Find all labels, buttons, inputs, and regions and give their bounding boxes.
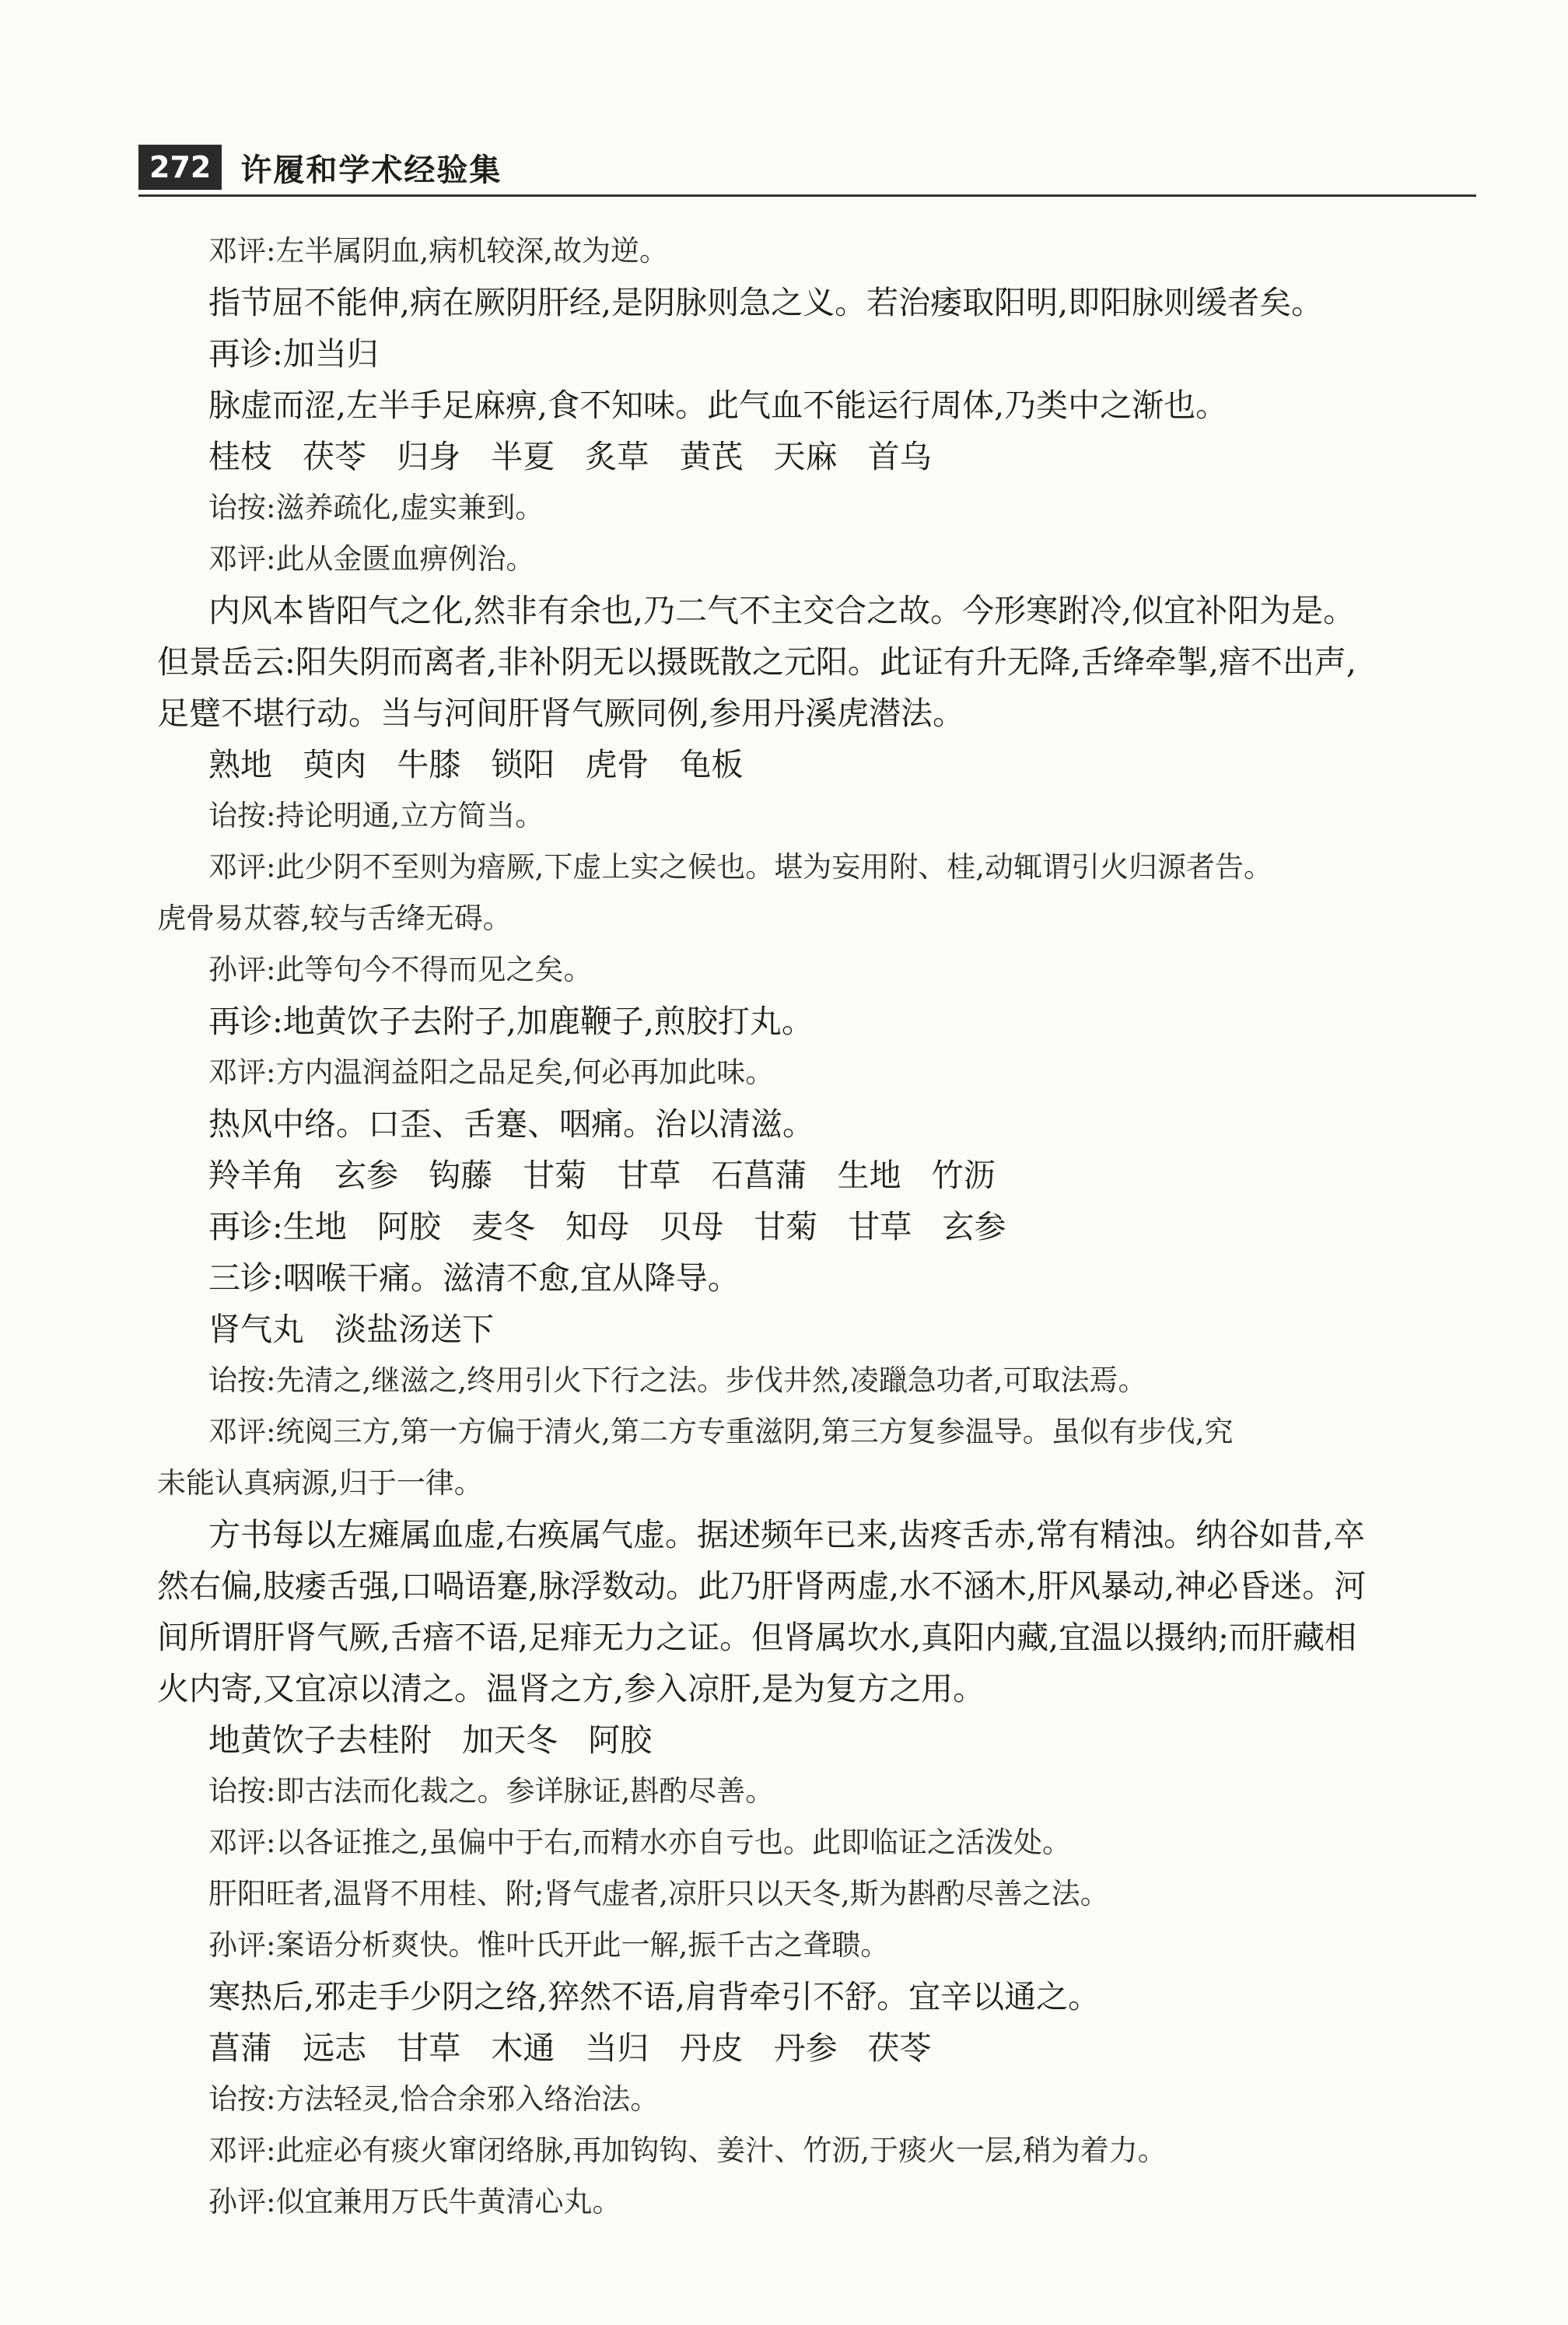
page-header bbox=[138, 143, 502, 191]
text-line: 孙评:此等句今不得而见之矣。 bbox=[208, 953, 593, 986]
text-line: 菖蒲 远志 甘草 木通 当归 丹皮 丹参 茯苓 bbox=[208, 2029, 932, 2067]
text-line: 再诊:地黄饮子去附子,加鹿鞭子,煎胶打丸。 bbox=[208, 1003, 814, 1040]
text-line: 邓评:以各证推之,虽偏中于右,而精水亦自亏也。此即临证之活泼处。 bbox=[208, 1826, 1071, 1859]
text-line: 桂枝 茯苓 归身 半夏 炙草 黄芪 天麻 首乌 bbox=[208, 438, 932, 475]
page-number: 272 bbox=[138, 145, 222, 190]
text-line: 诒按:滋养疏化,虚实兼到。 bbox=[208, 491, 544, 524]
text-line: 地黄饮子去桂附 加天冬 阿胶 bbox=[208, 1721, 653, 1759]
text-line: 然右偏,肢痿舌强,口喎语蹇,脉浮数动。此乃肝肾两虚,水不涵木,肝风暴动,神必昏迷。河 bbox=[157, 1567, 1367, 1605]
text-line: 孙评:似宜兼用万氏牛黄清心丸。 bbox=[208, 2185, 621, 2218]
text-line: 虎骨易苁蓉,较与舌绛无碍。 bbox=[157, 902, 512, 935]
text-line: 火内寄,又宜凉以清之。温肾之方,参入凉肝,是为复方之用。 bbox=[157, 1670, 985, 1707]
text-line: 肾气丸 淡盐汤送下 bbox=[208, 1311, 495, 1348]
text-line: 方书每以左瘫属血虚,右痪属气虚。据述频年已来,齿疼舌赤,常有精浊。纳谷如昔,卒 bbox=[208, 1516, 1366, 1553]
text-line: 邓评:统阅三方,第一方偏于清火,第二方专重滋阴,第三方复参温导。虽似有步伐,究 bbox=[208, 1415, 1234, 1448]
header-rule bbox=[138, 194, 1476, 197]
text-line: 邓评:此少阴不至则为瘖厥,下虚上实之候也。堪为妄用附、桂,动辄谓引火归源者告。 bbox=[208, 850, 1272, 884]
text-line: 内风本皆阳气之化,然非有余也,乃二气不主交合之故。今形寒跗冷,似宜补阳为是。 bbox=[208, 592, 1356, 629]
text-line: 足躄不堪行动。当与河间肝肾气厥同例,参用丹溪虎潜法。 bbox=[157, 695, 965, 732]
text-line: 邓评:方内温润益阳之品足矣,何必再加此味。 bbox=[208, 1056, 775, 1089]
text-line: 热风中络。口歪、舌蹇、咽痛。治以清滋。 bbox=[208, 1105, 814, 1143]
text-line: 诒按:持论明通,立方简当。 bbox=[208, 799, 544, 832]
text-line: 三诊:咽喉干痛。滋清不愈,宜从降导。 bbox=[208, 1259, 740, 1297]
text-line: 羚羊角 玄参 钩藤 甘菊 甘草 石菖蒲 生地 竹沥 bbox=[208, 1157, 996, 1194]
text-line: 邓评:左半属阴血,病机较深,故为逆。 bbox=[208, 234, 668, 268]
text-line: 脉虚而涩,左半手足麻痹,食不知味。此气血不能运行周体,乃类中之渐也。 bbox=[208, 387, 1228, 424]
text-line: 诒按:方法轻灵,恰合余邪入络治法。 bbox=[208, 2082, 660, 2116]
text-line: 间所谓肝肾气厥,舌瘖不语,足痱无力之证。但肾属坎水,真阳内藏,宜温以摄纳;而肝藏相 bbox=[157, 1619, 1356, 1656]
text-line: 肝阳旺者,温肾不用桂、附;肾气虚者,凉肝只以天冬,斯为斟酌尽善之法。 bbox=[208, 1877, 1109, 1910]
text-line: 未能认真病源,归于一律。 bbox=[157, 1466, 483, 1500]
text-line: 但景岳云:阳失阴而离者,非补阴无以摄既散之元阳。此证有升无降,舌绛牵掣,瘖不出声, bbox=[157, 643, 1356, 681]
text-line: 寒热后,邪走手少阴之络,猝然不语,肩背牵引不舒。宜辛以通之。 bbox=[208, 1978, 1101, 2015]
text-line: 诒按:先清之,继滋之,终用引火下行之法。步伐井然,凌躐急功者,可取法焉。 bbox=[208, 1364, 1147, 1397]
text-line: 再诊:生地 阿胶 麦冬 知母 贝母 甘菊 甘草 玄参 bbox=[208, 1208, 1006, 1245]
text-line: 熟地 萸肉 牛膝 锁阳 虎骨 龟板 bbox=[208, 746, 744, 783]
book-title: 许履和学术经验集 bbox=[240, 152, 502, 188]
text-line: 诒按:即古法而化裁之。参详脉证,斟酌尽善。 bbox=[208, 1774, 775, 1808]
text-line: 指节屈不能伸,病在厥阴肝经,是阴脉则急之义。若治痿取阳明,即阳脉则缓者矣。 bbox=[208, 284, 1324, 321]
text-line: 邓评:此症必有痰火窜闭络脉,再加钩钩、姜汁、竹沥,于痰火一层,稍为着力。 bbox=[208, 2134, 1167, 2167]
text-line: 孙评:案语分析爽快。惟叶氏开此一解,振千古之聋聩。 bbox=[208, 1928, 890, 1962]
text-line: 再诊:加当归 bbox=[208, 335, 379, 373]
text-body bbox=[157, 226, 1478, 2228]
text-line: 邓评:此从金匮血痹例治。 bbox=[208, 542, 535, 576]
